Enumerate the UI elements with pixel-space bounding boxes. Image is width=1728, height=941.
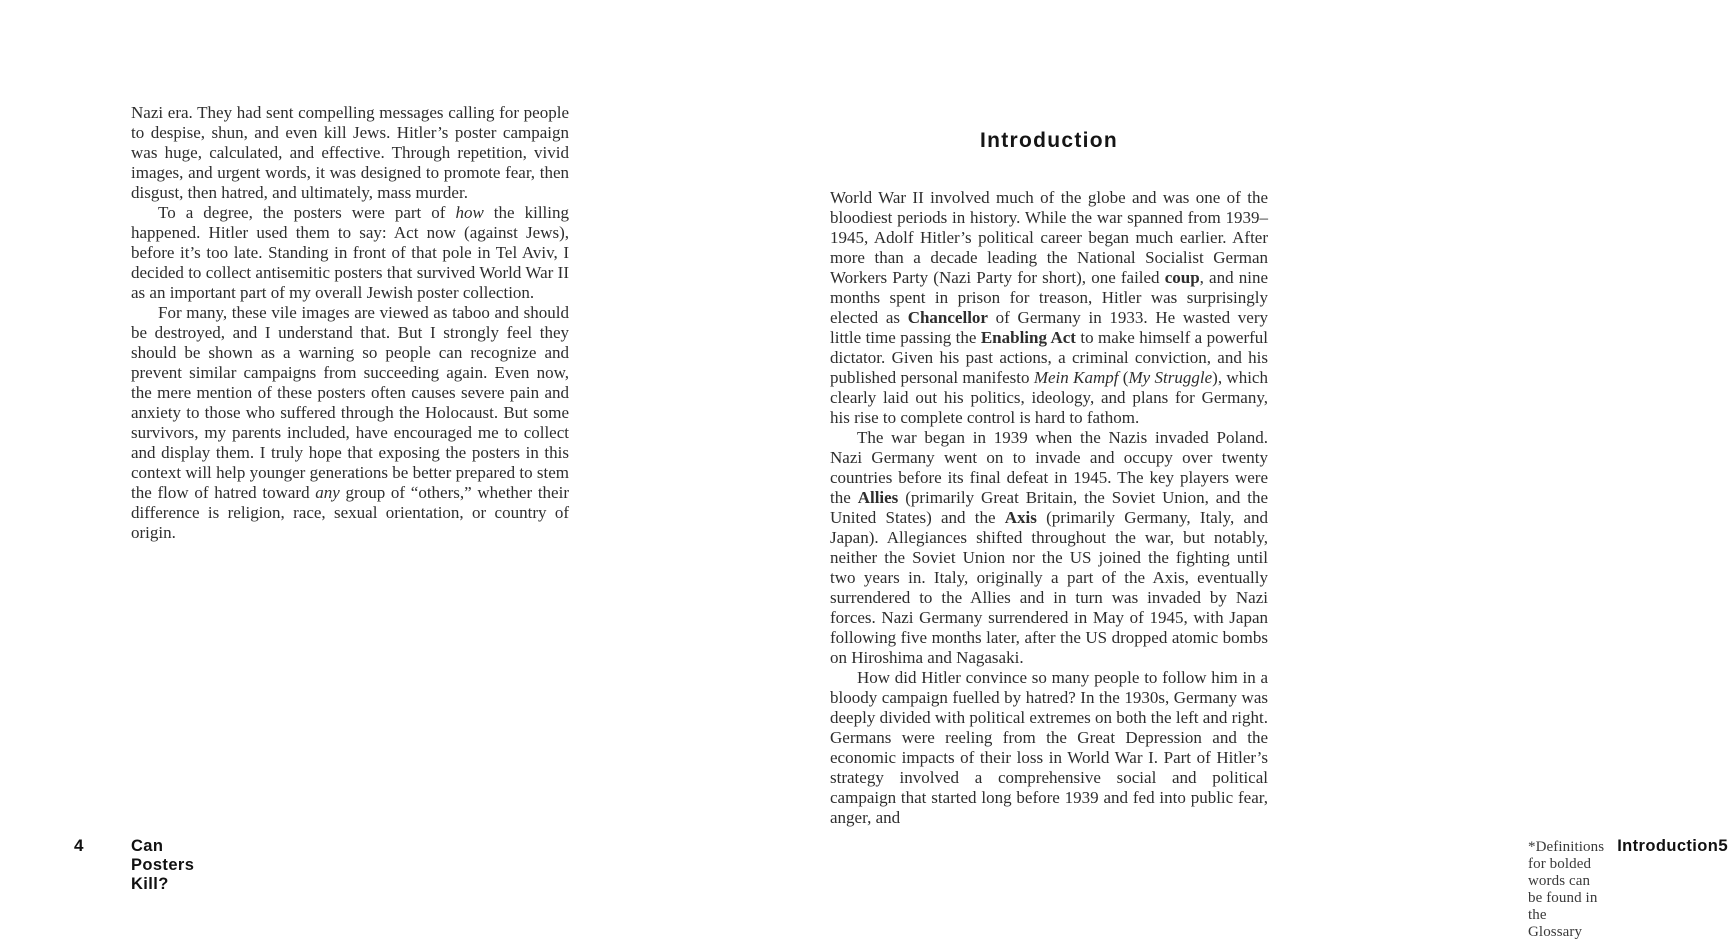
page-left	[0, 0, 700, 900]
left-page-number: 4	[74, 836, 84, 855]
paragraph: To a degree, the posters were part of how the killing happened. Hitler used them to say: Act now (against Jews), before it’s too late. Standing in front of that pole in Tel Aviv, I decided to collect antisemitic posters that survived World War II as an important part of my overall Jewish poster collection.	[131, 203, 569, 302]
page-right	[700, 0, 1728, 940]
right-page-number: 5	[1718, 836, 1728, 855]
left-page-body-text	[131, 103, 569, 543]
right-running-title: Introduction	[1617, 837, 1719, 855]
glossary-footnote: *Definitions for bolded words can be found in the Glossary	[1528, 839, 1605, 940]
right-page-body-text	[830, 188, 1268, 828]
paragraph: World War II involved much of the globe and was one of the bloodiest periods in history. While the war spanned from 1939–1945, Adolf Hitler’s political career began much earlier. After more than a decade leading the National Socialist German Workers Party (Nazi Party for short), one failed coup, and nine months spent in prison for treason, Hitler was surprisingly elected as Chancellor of Germany in 1933. He wasted very little time passing the Enabling Act to make himself a powerful dictator. Given his past actions, a criminal conviction, and his published personal manifesto Mein Kampf (My Struggle), which clearly laid out his politics, ideology, and plans for Germany, his rise to complete control is hard to fathom.	[830, 188, 1269, 427]
left-running-title: Can Posters Kill?	[130, 837, 195, 893]
chapter-heading: Introduction	[979, 129, 1119, 152]
paragraph: How did Hitler convince so many people to follow him in a bloody campaign fuelled by hatred? In the 1930s, Germany was deeply divided with political extremes on both the left and right. Germans were reeling from the Great Depression and the economic impacts of their loss in World War I. Part of Hitler’s strategy involved a comprehensive social and political campaign that started long before 1939 and fed into public fear, anger, and	[830, 668, 1268, 827]
paragraph: For many, these vile images are viewed as taboo and should be destroyed, and I understand that. But I strongly feel they should be shown as a warning so people can recognize and prevent similar campaigns from succeeding again. Even now, the mere mention of these posters often causes severe pain and anxiety to those who suffered through the Holocaust. But some survivors, my parents included, have encouraged me to collect and display them. I truly hope that exposing the posters in this context will help younger generations be better prepared to stem the flow of hatred toward any group of “others,” whether their difference is religion, race, sexual orientation, or country of origin.	[131, 303, 569, 542]
paragraph: Nazi era. They had sent compelling messages calling for people to despise, shun, and even kill Jews. Hitler’s poster campaign was huge, calculated, and effective. Through repetition, vivid images, and urgent words, it was designed to promote fear, then disgust, then hatred, and ultimately, mass murder.	[131, 103, 569, 202]
paragraph: The war began in 1939 when the Nazis invaded Poland. Nazi Germany went on to invade and occupy over twenty countries before its final defeat in 1945. The key players were the Allies (primarily Great Britain, the Soviet Union, and the United States) and the Axis (primarily Germany, Italy, and Japan). Allegiances shifted throughout the war, but notably, neither the Soviet Union nor the US joined the fighting until two years in. Italy, originally a part of the Axis, eventually surrendered to the Allies and in turn was invaded by Nazi forces. Nazi Germany surrendered in May of 1945, with Japan following five months later, after the US dropped atomic bombs on Hiroshima and Nagasaki.	[830, 428, 1268, 667]
